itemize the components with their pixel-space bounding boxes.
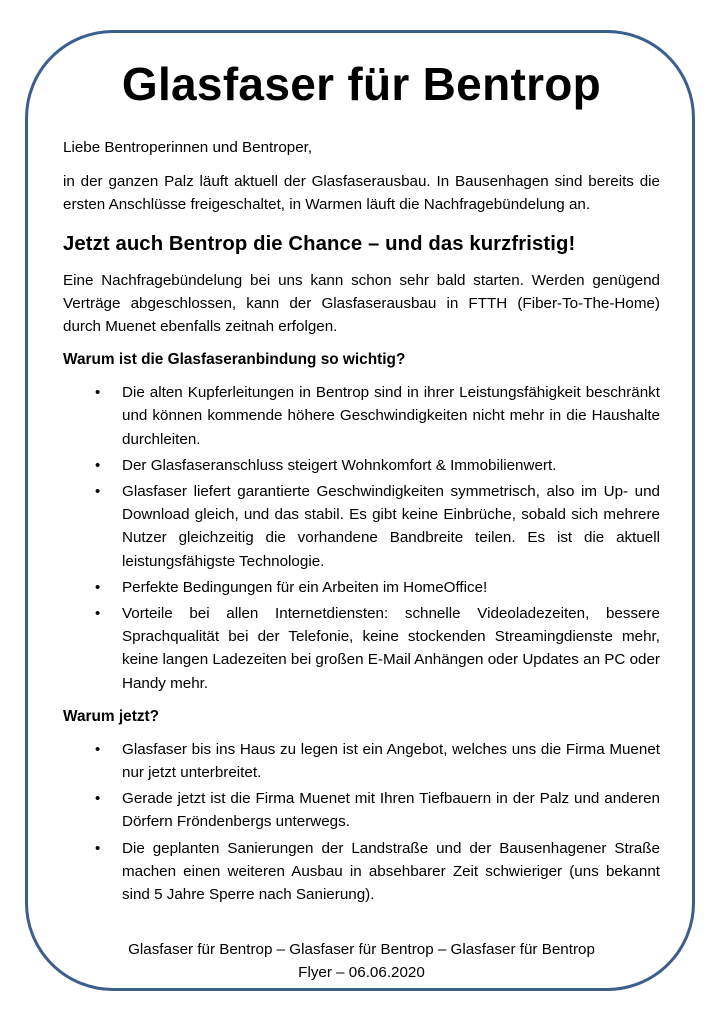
list-item bbox=[63, 837, 660, 907]
list-item bbox=[63, 381, 660, 451]
list-item-text: Glasfaser liefert garantierte Geschwindigkeiten symmetrisch, also im Up- und Download gleich, und das stabil. Es gibt keine Einbrüche, sobald sich mehrere Nutzer gleichzeitig die vorhandene Bandbreite teilen. Es ist die aktuell leistungsfähigste Technologie. bbox=[122, 483, 660, 570]
list-item-text: Glasfaser bis ins Haus zu legen ist ein Angebot, welches uns die Firma Muenet nur jetzt unterbreitet. bbox=[122, 740, 660, 782]
why-now-list bbox=[63, 738, 660, 906]
list-item-text: Die alten Kupferleitungen in Bentrop sind in ihrer Leistungsfähigkeit beschränkt und können kommende höhere Geschwindigkeiten nicht mehr in die Haushalte durchleiten. bbox=[122, 384, 660, 448]
list-item-text: Vorteile bei allen Internetdiensten: schnelle Videoladezeiten, bessere Sprachqualität bei der Telefonie, keine stockenden Streamingdienste mehr, keine langen Ladezeiten bei großen E-Mail Anhängen oder Updates an PC oder Handy mehr. bbox=[122, 605, 660, 692]
footer-slogan: Glasfaser für Bentrop – Glasfaser für Bentrop – Glasfaser für Bentrop bbox=[128, 941, 595, 958]
flyer-content bbox=[63, 136, 660, 916]
list-item bbox=[63, 576, 660, 599]
list-item bbox=[63, 454, 660, 477]
list-item bbox=[63, 480, 660, 573]
bullet-icon: • bbox=[95, 483, 101, 501]
bullet-icon: • bbox=[95, 578, 101, 596]
bullet-icon: • bbox=[95, 740, 101, 758]
headline: Jetzt auch Bentrop die Chance – und das kurzfristig! bbox=[63, 232, 576, 255]
intro-paragraph: in der ganzen Palz läuft aktuell der Glasfaserausbau. In Bausenhagen sind bereits die ersten Anschlüsse freigeschaltet, in Warmen läuft die Nachfragebündelung an. bbox=[63, 173, 660, 214]
list-item bbox=[63, 602, 660, 695]
list-item-text: Der Glasfaseranschluss steigert Wohnkomfort & Immobilienwert. bbox=[122, 456, 557, 474]
why-important-list bbox=[63, 381, 660, 695]
bullet-icon: • bbox=[95, 790, 101, 808]
footer bbox=[0, 938, 723, 984]
greeting: Liebe Bentroperinnen und Bentroper, bbox=[63, 139, 313, 156]
page-title: Glasfaser für Bentrop bbox=[121, 58, 602, 110]
bullet-icon: • bbox=[95, 384, 101, 402]
list-item-text: Die geplanten Sanierungen der Landstraße und der Bausenhagener Straße machen einen weiteren Ausbau in absehbarer Zeit schwieriger (uns bekannt sind 5 Jahre Sperre nach Sanierung). bbox=[122, 839, 660, 904]
bullet-icon: • bbox=[95, 839, 101, 857]
section-heading-why-important: Warum ist die Glasfaseranbindung so wichtig? bbox=[63, 351, 406, 369]
bullet-icon: • bbox=[95, 456, 101, 474]
bullet-icon: • bbox=[95, 605, 101, 623]
info-paragraph: Eine Nachfragebündelung bei uns kann schon sehr bald starten. Werden genügend Verträge abgeschlossen, kann der Glasfaserausbau in FTTH (Fiber-To-The-Home) durch Muenet ebenfalls zeitnah erfolgen. bbox=[63, 271, 660, 336]
footer-date: Flyer – 06.06.2020 bbox=[298, 964, 425, 981]
list-item bbox=[63, 787, 660, 833]
section-heading-why-now: Warum jetzt? bbox=[63, 707, 160, 725]
list-item bbox=[63, 738, 660, 784]
list-item-text: Gerade jetzt ist die Firma Muenet mit Ihren Tiefbauern in der Palz und anderen Dörfern Fröndenbergs unterwegs. bbox=[122, 790, 660, 831]
list-item-text: Perfekte Bedingungen für ein Arbeiten im HomeOffice! bbox=[122, 578, 488, 596]
